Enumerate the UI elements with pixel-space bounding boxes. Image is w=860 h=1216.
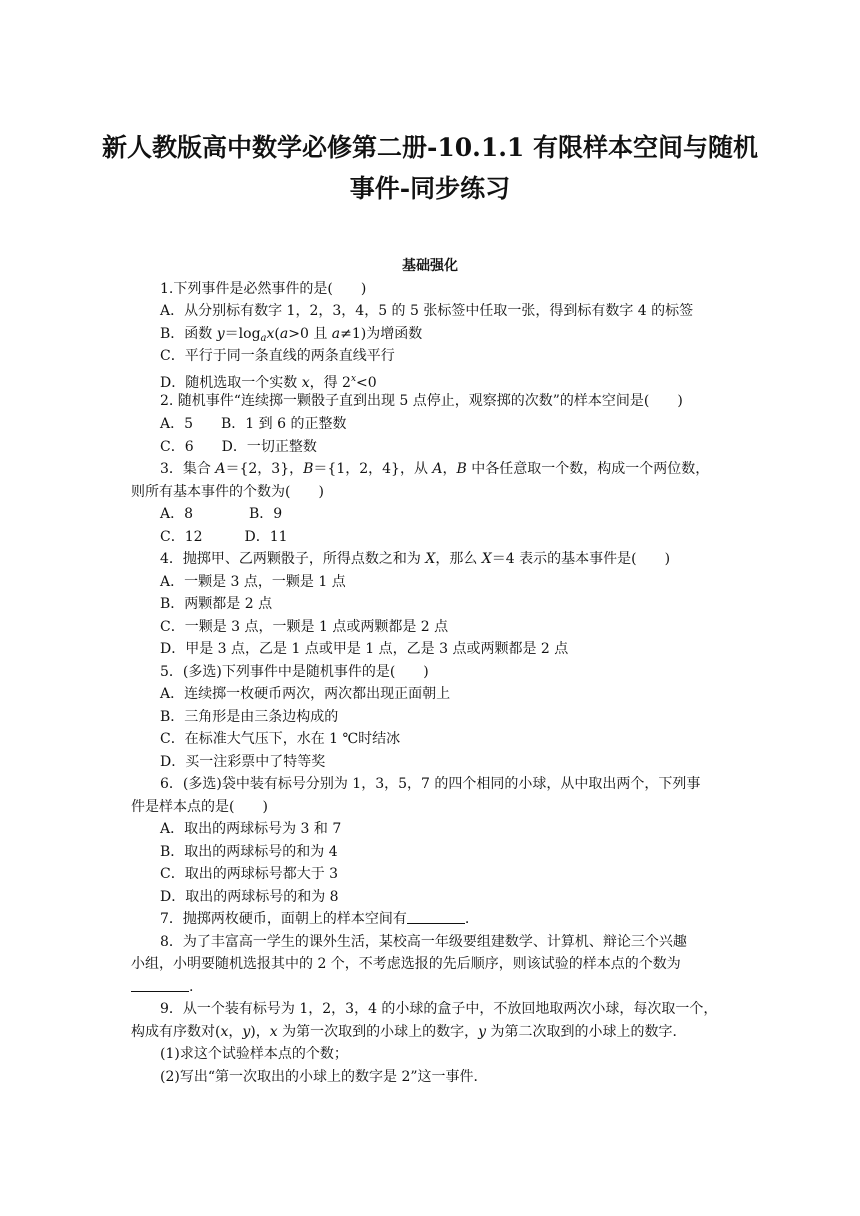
question-4-option-c: C．一颗是 3 点，一颗是 1 点或两颗都是 2 点	[160, 619, 449, 635]
question-5-option-b: B．三角形是由三条边构成的	[160, 709, 339, 725]
question-3-stem: 3．集合 A＝{2，3}，B＝{1，2，4}，从 A，B 中各任意取一个数，构成一个两位数，	[160, 461, 710, 477]
question-5-option-c: C．在标准大气压下，水在 1 ℃时结冰	[160, 731, 401, 747]
question-9-stem-cont: 构成有序数对(x，y)，x 为第一次取到的小球上的数字，y 为第二次取到的小球上的数字．	[131, 1024, 687, 1040]
question-9-part-2: (2)写出“第一次取出的小球上的数字是 2”这一事件．	[160, 1069, 488, 1085]
answer-blank	[407, 911, 465, 924]
question-4-option-d: D．甲是 3 点，乙是 1 点或甲是 1 点，乙是 3 点或两颗都是 2 点	[160, 641, 569, 657]
question-2-options-ab: A．5 B．1 到 6 的正整数	[160, 416, 347, 432]
question-6-option-b: B．取出的两球标号的和为 4	[160, 844, 338, 860]
question-9-part-1: (1)求这个试验样本点的个数；	[160, 1046, 348, 1062]
question-6-option-c: C．取出的两球标号都大于 3	[160, 866, 339, 882]
question-3-stem-cont: 则所有基本事件的个数为( )	[131, 484, 324, 500]
question-6-stem-cont: 件是样本点的是( )	[131, 799, 268, 815]
answer-blank	[131, 979, 189, 992]
question-8-answer-line: .	[131, 978, 193, 996]
question-6-stem: 6．(多选)袋中装有标号分别为 1，3，5，7 的四个相同的小球，从中取出两个，下列事	[160, 776, 701, 792]
question-7-stem: 7．抛掷两枚硬币，面朝上的样本空间有 .	[160, 911, 470, 927]
question-6-option-a: A．取出的两球标号为 3 和 7	[160, 821, 342, 837]
document-title-line2: 事件-同步练习	[349, 174, 511, 203]
question-4-option-b: B．两颗都是 2 点	[160, 596, 273, 612]
question-1-option-c: C．平行于同一条直线的两条直线平行	[160, 348, 395, 364]
question-5-stem: 5．(多选)下列事件中是随机事件的是( )	[160, 664, 429, 680]
question-3-options-cd: C．12 D．11	[160, 529, 288, 545]
question-5-option-d: D．买一注彩票中了特等奖	[160, 754, 326, 770]
question-9-stem: 9．从一个装有标号为 1，2，3，4 的小球的盒子中，不放回地取两次小球，每次取一个，	[160, 1001, 718, 1017]
question-3-options-ab: A．8 B．9	[160, 506, 283, 522]
section-heading: 基础强化	[402, 258, 458, 274]
question-5-option-a: A．连续掷一枚硬币两次，两次都出现正面朝上	[160, 686, 451, 702]
question-4-option-a: A．一颗是 3 点，一颗是 1 点	[160, 574, 346, 590]
question-1-option-a: A．从分别标有数字 1，2，3，4，5 的 5 张标签中任取一张，得到标有数字 4 的标签	[160, 303, 694, 319]
document-title-line1: 新人教版高中数学必修第二册-10.1.1 有限样本空间与随机	[101, 133, 759, 162]
question-1-option-d: D．随机选取一个实数 x，得 $2^x<0$	[160, 374, 377, 391]
question-4-stem: 4．抛掷甲、乙两颗骰子，所得点数之和为 X，那么 X＝4 表示的基本事件是( )	[160, 551, 671, 567]
question-2-stem: 2. 随机事件“连续掷一颗骰子直到出现 5 点停止，观察掷的次数”的样本空间是( )	[160, 393, 683, 409]
question-2-options-cd: C．6 D．一切正整数	[160, 439, 317, 455]
question-1-stem: 1.下列事件是必然事件的是( )	[160, 281, 367, 297]
question-8-stem: 8．为了丰富高一学生的课外生活，某校高一年级要组建数学、计算机、辩论三个兴趣	[160, 934, 687, 950]
question-8-stem-cont: 小组，小明要随机选报其中的 2 个，不考虑选报的先后顺序，则该试验的样本点的个数为	[131, 956, 681, 972]
question-6-option-d: D．取出的两球标号的和为 8	[160, 889, 339, 905]
question-1-option-b: B．函数 $y=\log_ax(a>0$ 且 a≠1)为增函数	[160, 326, 423, 344]
